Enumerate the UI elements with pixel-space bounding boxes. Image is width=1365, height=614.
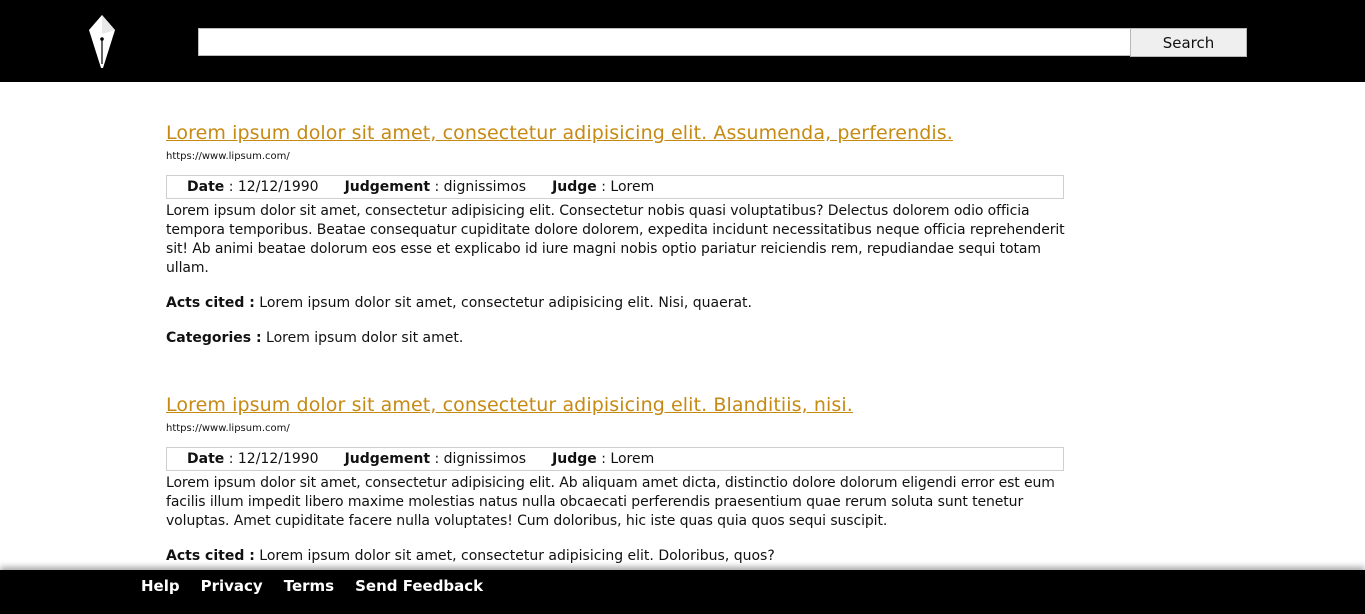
categories bbox=[166, 329, 1066, 348]
meta-judge bbox=[552, 179, 654, 195]
meta-judgement bbox=[345, 451, 527, 467]
footer-link-send-feedback[interactable]: Send Feedback bbox=[355, 577, 484, 595]
result-title-link[interactable]: Lorem ipsum dolor sit amet, consectetur adipisicing elit. Assumenda, perferendis. bbox=[166, 122, 953, 144]
meta-judge-value: : Lorem bbox=[596, 451, 655, 467]
footer-link-help[interactable]: Help bbox=[141, 577, 180, 595]
acts-cited bbox=[166, 294, 1066, 313]
footer-link-privacy[interactable]: Privacy bbox=[200, 577, 263, 595]
categories-label: Categories : bbox=[166, 330, 262, 346]
top-bar bbox=[0, 0, 1365, 82]
meta-judge-value: : Lorem bbox=[596, 179, 655, 195]
meta-judgement-label: Judgement bbox=[344, 179, 431, 195]
result-meta-box bbox=[166, 175, 1064, 199]
meta-date-label: Date bbox=[187, 179, 225, 195]
result-url: https://www.lipsum.com/ bbox=[166, 423, 290, 434]
result-meta-box bbox=[166, 447, 1064, 471]
acts-cited-value: Lorem ipsum dolor sit amet, consectetur adipisicing elit. Doloribus, quos? bbox=[254, 548, 775, 564]
meta-judge-label: Judge bbox=[552, 179, 597, 195]
result-item bbox=[166, 392, 1066, 566]
meta-date-value: : 12/12/1990 bbox=[224, 451, 319, 467]
search-button[interactable]: Search bbox=[1130, 28, 1247, 57]
acts-cited-label: Acts cited : bbox=[166, 548, 255, 564]
search-input[interactable] bbox=[198, 28, 1132, 56]
meta-date bbox=[187, 179, 319, 195]
meta-date bbox=[187, 451, 319, 467]
meta-date-label: Date bbox=[187, 451, 225, 467]
acts-cited-label: Acts cited : bbox=[166, 295, 255, 311]
footer-links bbox=[141, 577, 504, 595]
meta-judgement-label: Judgement bbox=[344, 451, 431, 467]
meta-date-value: : 12/12/1990 bbox=[224, 179, 319, 195]
footer-link-terms[interactable]: Terms bbox=[283, 577, 335, 595]
result-url: https://www.lipsum.com/ bbox=[166, 151, 290, 162]
meta-judgement-value: : dignissimos bbox=[430, 451, 527, 467]
result-summary: Lorem ipsum dolor sit amet, consectetur adipisicing elit. Consectetur nobis quasi voluptatibus? Delectus dolorem odio officia tempora temporibus. Beatae consequatur cupiditate dolore dolorem, expedita incidunt necessitatibus neque officia reprehenderit sit! Ab animi beatae dolorum eos esse et explicabo id iure magni nobis optio pariatur reiciendis rem, repudiandae sequi totam ullam. bbox=[166, 203, 1065, 276]
meta-judgement bbox=[345, 179, 527, 195]
result-title-link[interactable]: Lorem ipsum dolor sit amet, consectetur adipisicing elit. Blanditiis, nisi. bbox=[166, 394, 853, 416]
categories-value: Lorem ipsum dolor sit amet. bbox=[261, 330, 464, 346]
acts-cited bbox=[166, 547, 1066, 566]
footer-bar bbox=[0, 570, 1365, 614]
results-list bbox=[166, 82, 1066, 570]
result-item bbox=[166, 120, 1066, 348]
result-summary: Lorem ipsum dolor sit amet, consectetur adipisicing elit. Ab aliquam amet dicta, distinctio dolore dolorum eligendi error est eum facilis illum impedit libero maxime molestias natus nulla obcaecati perferendis praesentium quae rerum soluta sunt tenetur voluptas. Amet cupiditate facere nulla voluptates! Cum doloribus, hic iste quas quia quos sequi suscipit. bbox=[166, 475, 1055, 529]
acts-cited-value: Lorem ipsum dolor sit amet, consectetur adipisicing elit. Nisi, quaerat. bbox=[254, 295, 752, 311]
meta-judge-label: Judge bbox=[552, 451, 597, 467]
meta-judge bbox=[552, 451, 654, 467]
pen-nib-logo-icon[interactable] bbox=[86, 14, 118, 70]
meta-judgement-value: : dignissimos bbox=[430, 179, 527, 195]
